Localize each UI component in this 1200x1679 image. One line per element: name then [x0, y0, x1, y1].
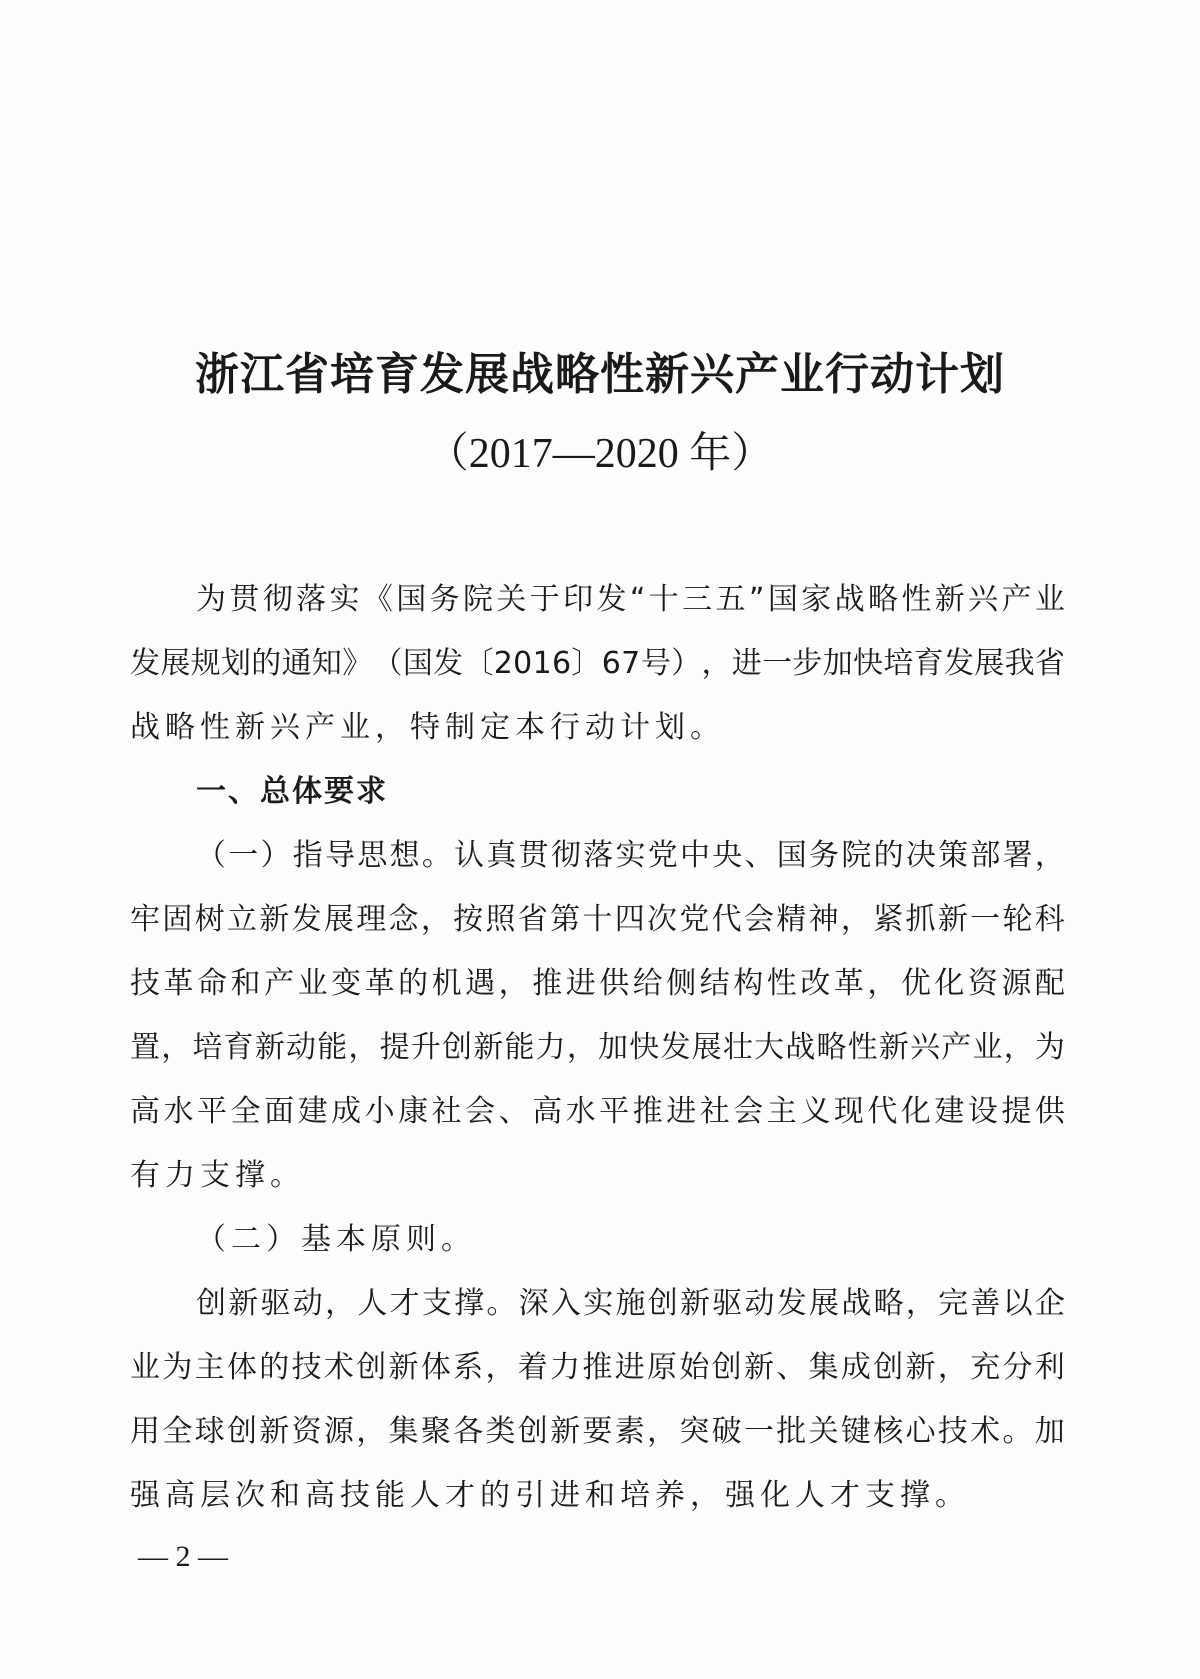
- document-subtitle: （2017—2020 年）: [426, 431, 774, 477]
- paragraph-line: 高 水 平 全 面 建 成 小 康 社 会 、 高 水 平 推 进 社 会 主 义 现 代 化 建 设 提 供: [130, 1094, 1065, 1129]
- paragraph-line: 技 革 命 和 产 业 变 革 的 机 遇 ， 推 进 供 给 侧 结 构 性 改 革 ， 优 化 资 源 配: [130, 966, 1065, 1001]
- paragraph-line: 发 展 规 划 的 通 知 》 （ 国 发 〔 2 0 1 6 〕 6 7 号 ） ， 进 一 步 加 快 培 育 发 展 我 省: [130, 646, 1065, 681]
- paragraph-line: 为 贯 彻 落 实 《 国 务 院 关 于 印 发 “ 十 三 五 ” 国 家 战 略 性 新 兴 产 业: [196, 582, 1065, 617]
- paragraph-line: 强高层次和高技能人才的引进和培养，强化人才支撑。: [130, 1478, 970, 1513]
- paragraph-line: 战略性新兴产业，特制定本行动计划。: [130, 710, 725, 745]
- paragraph-line: （ 一 ） 指 导 思 想 。 认 真 贯 彻 落 实 党 中 央 、 国 务 院 的 决 策 部 署 ，: [196, 838, 1065, 873]
- paragraph-line: 创 新 驱 动 ， 人 才 支 撑 。 深 入 实 施 创 新 驱 动 发 展 战 略 ， 完 善 以 企: [196, 1286, 1065, 1321]
- paragraph-line: 业 为 主 体 的 技 术 创 新 体 系 ， 着 力 推 进 原 始 创 新 、 集 成 创 新 ， 充 分 利: [130, 1350, 1065, 1385]
- paragraph-line: 有力支撑。: [130, 1158, 305, 1193]
- paragraph-line: 置 ， 培 育 新 动 能 ， 提 升 创 新 能 力 ， 加 快 发 展 壮 大 战 略 性 新 兴 产 业 ， 为: [130, 1030, 1065, 1065]
- paragraph-line: 用 全 球 创 新 资 源 ， 集 聚 各 类 创 新 要 素 ， 突 破 一 批 关 键 核 心 技 术 。 加: [130, 1414, 1065, 1449]
- document-body: [130, 568, 1065, 1528]
- page-number: — 2 —: [138, 1540, 228, 1573]
- paragraph-line: 牢 固 树 立 新 发 展 理 念 ， 按 照 省 第 十 四 次 党 代 会 精 神 ， 紧 抓 新 一 轮 科: [130, 902, 1065, 937]
- document-title: 浙江省培育发展战略性新兴产业行动计划: [195, 349, 1005, 400]
- subsection-heading: （二）基本原则。: [196, 1222, 476, 1257]
- section-heading: 一、总体要求: [196, 774, 388, 809]
